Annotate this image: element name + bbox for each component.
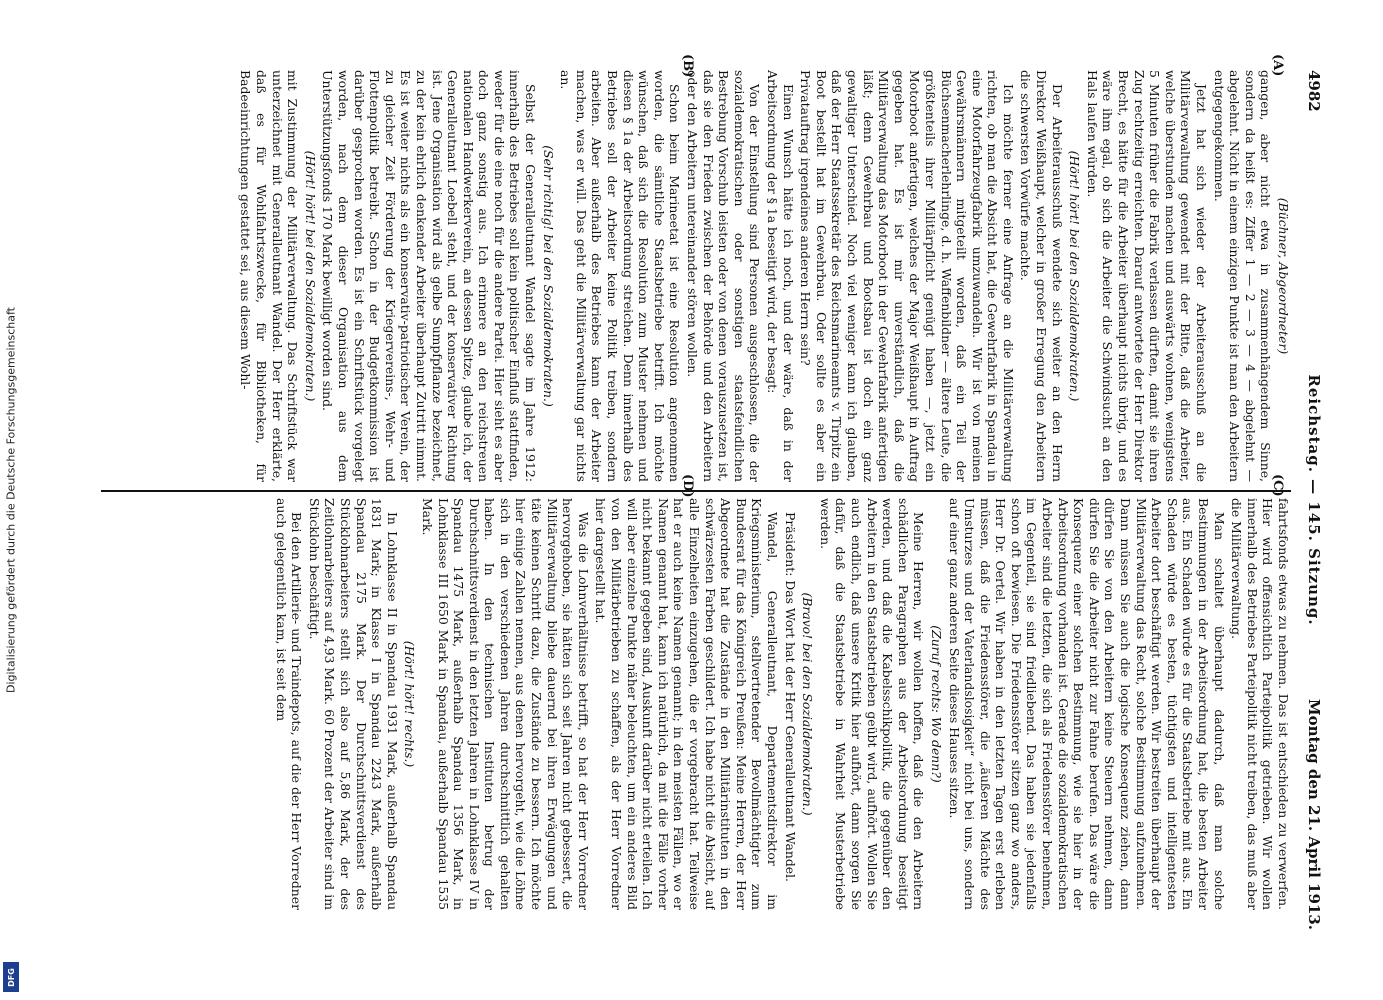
marker-a: (A) (1270, 54, 1285, 77)
paragraph: Der Arbeiterausschuß wendete sich weiter an den Herrn Direktor Weißhaupt, welcher in großer Erregung den Arbeitern die schwersten Vorwürfe machte. (1018, 70, 1065, 482)
marker-d: (D) (680, 474, 695, 498)
interjection: (Hört! hört! bei den Sozialdemokraten.) (302, 150, 318, 402)
paragraph: gangen, aber nicht etwa in zusammenhängendem Sinne, sondern da heißt es: Ziffer 1 — 2 — 3 — 4 — abgelehnt — abgelehnt. Nicht in einem einzigen Punkte ist man den Arbeitern entgegengekommen. (1211, 70, 1274, 482)
paragraph: Schon beim Marineetat ist eine Resolution angenommen worden, die sämtliche Staatsbetriebe betrifft. Ich möchte wünschen, daß sich die Resolution zum Muster nehmen und diesen § 1a der Arbeitsordnung streichen. Denn innerhalb des Betriebes soll der Arbeiter keine Politik treiben, sondern arbeiten. Aber außerhalb des Betriebes kann der Arbeiter machen, was er will. Das geht die Militärverwaltung gar nichts an. (558, 70, 683, 482)
column-divider (101, 490, 1291, 492)
paragraph: Ich möchte ferner eine Anfrage an die Militärverwaltung richten, ob man die Absicht hat, die Gewehrfabrik in Spandau in eine Motorfahrzeugfabrik umzuwandeln. Wir ist von meinen Gewährsmännern mitgeteilt worden, daß ein Teil der Büchsenmacherlehrlinge, d. h. Waffenbildner — ältere Leute, die größtenteils ihrer Militärpflicht genügt haben —, jetzt ein Motorboot anfertigen, welches der Major Weißhaupt in Auftrag gegeben hat. Es ist mir unverständlich, daß die Militärverwaltung das Motorboot in der Gewehrfabrik anfertigen läßt; denn Gewehrbau und Bootsbau ist doch ein ganz gewaltiger Unterschied. Noch viel weniger kann ich glauben, daß der Herr Staatssekretär des Reichsmarineamts v. Tirpitz ein Boot bestellt hat im Gewehrbau. Oder sollte es aber ein Privatauftrag irgendeines anderen Herrn sein? (798, 70, 1016, 482)
margin-strip (0, 0, 22, 1000)
dfg-logo (3, 962, 19, 992)
interjection: (Büchner, Abgeordneter) (1276, 197, 1291, 355)
paragraph: Jetzt hat sich wieder der Arbeiterausschuß an die Militärverwaltung gewendet mit der Bitte, daß die Arbeiter, welche überstunden machen und auswärts wohnen, wenigstens 5 Minuten früher die Fabrik verlassen dürften, damit sie ihren Zug rechtzeitig erreichten. Darauf antwortete der Herr Direktor Brecht, es hätte für die Arbeiter überhaupt nichts übrig, und es wäre ihm egal, ob sich die Arbeiter die Schwindsucht an den Hals laufen würden. (1084, 70, 1210, 482)
page-header (1297, 70, 1327, 930)
interjection: (Hört! hört! rechts.) (402, 640, 418, 768)
page-title: Reichstag. — 145. Sitzung. (1305, 374, 1323, 626)
interjection: (Zuruf rechts: Wo denn?) (928, 625, 944, 783)
paragraph: Bei den Artillerie- und Traindepots, auf die der Herr Vorredner auch gelegentlich kam, ist seit dem (273, 498, 305, 910)
page-number: 4982 (1305, 70, 1323, 112)
paragraph: fahrtsfonds etwas zu nehmen. Das ist entschieden zu verwerfen. Hier wird offensichtlich Parteipolitik getrieben. Wir wollen innerhalb des Betriebes Parteipolitik nicht treiben, das muß aber die Militärverwaltung. (1229, 498, 1291, 910)
paragraph: Wandel, Generalleutnant, Departementsdirektor im Kriegsministerium, stellvertretender Bevollmächtigter zum Bundesrat für das Königreich Preußen: Meine Herren, der Herr Abgeordnete hat die Zustände in den Militärinstituten in den schwärzesten Farben geschildert. Ich habe nicht die Absicht, auf alle Einzelheiten einzugehen, die er vorgebracht hat. Teilweise hat er auch keine Namen genannt; in den meisten Fällen, wo er Namen genannt hat, kann ich natürlich, da mit die Fälle vorher nicht bekannt gegeben sind, Auskunft darüber nicht erteilen. Ich will aber einzelne Punkte näher beleuchten, um ein anderes Bild von den Militärbetrieben zu schaffen, als der Herr Vorredner hier dargestellt hat. (593, 498, 780, 910)
dfg-logo-text: DFG (6, 967, 16, 987)
left-column (101, 70, 1291, 482)
paragraph: Einen Wunsch hätte ich noch, und der wäre, daß in der Arbeitsordnung der § 1a beseitigt wird, der besagt: (765, 70, 796, 482)
paragraph: Was die Lohnverhältnisse betrifft, so hat der Herr Vorredner hervorgehoben, sie hätten sich seit Jahren nicht gebessert, die Militärverwaltung bliebe dauernd bei ihren Erwägungen und täte keinen Schritt dazu, die Zustände zu bessern. Ich möchte hier einige Zahlen nennen, aus denen hervorgeht, wie die Löhne sich in den verschiedenen Jahren durchschnittlich gehalten haben. In den technischen Instituten betrug der Durchschnittsverdienst in den letzten Jahren in Lohnklasse IV in Spandau 1475 Mark, außerhalb Spandau 1356 Mark, in Lohnklasse III 1650 Mark in Spandau, außerhalb Spandau 1535 Mark. (419, 498, 591, 910)
paragraph: Meine Herren, wir wollen hoffen, daß die den Arbeitern schädlichen Paragraphen aus der Arbeitsordnung beseitigt werden, und daß die Kabelsschikpolitik, die gegenüber den Arbeitern in den Staatsbetrieben geübt wird, aufhört. Wollen Sie auch endlich, daß unsere Kritik hier aufhört, dann sorgen Sie dafür, daß die Staatsbetriebe in Wahrheit Musterbetriebe werden. (817, 498, 927, 910)
paragraph: In Lohnklasse II in Spandau 1931 Mark, außerhalb Spandau 1831 Mark; in Klasse I in Spandau 2243 Mark, außerhalb Spandau 2175 Mark. Der Durchschnittsverdienst des Stücklohnarbeiters stellt sich also auf 5,86 Mark, der des Zeitlohnarbeiters auf 4,93 Mark. 60 Prozent der Arbeiter sind im Stücklohn beschäftigt. (306, 498, 400, 910)
right-column (101, 498, 1291, 910)
paragraph: Präsident: Das Wort hat der Herr Generalleutnant Wandel. (782, 512, 798, 882)
interjection: (Sehr richtig! bei den Sozialdemokraten.) (540, 145, 556, 407)
digitization-credit: Digitalisierung gefördert durch die Deutsche Forschungsgemeinschaft (4, 307, 18, 693)
marker-b: (B) (680, 54, 695, 78)
rotated-page (85, 54, 1335, 940)
paragraph: Von der Einstellung sind Personen ausgeschlossen, die der sozialdemokratischen oder sonstigen staatsfeindlichen Bestrebung Vorschub leisten oder von denen vorauszusetzen ist, daß sie den Frieden zwischen der Behörde und den Arbeitern oder den Arbeitern untereinander stören wollen. (685, 70, 763, 482)
paragraph: Selbst der Generalleutnant Wandel sagte im Jahre 1912: innerhalb des Betriebes soll kein politischer Einfluß stattfinden, weder für die eine noch für die andere Partei. Hier sieht es aber doch ganz sonstig aus. Ich erinnere an den reichstreuen nationalen Handwerkerverein, an dessen Spitze, glaube ich, der Generalleutnant Loebell steht, und der konservativer Richtung ist. Jene Organisation wird als gelbe Sumpfpflanze bezeichnet, zu der kein ehrlich denkender Arbeiter überhaupt Zutritt nimmt. Es ist weiter nichts als ein konservativ-patriotischer Verein, der zu gleicher Zeit Förderung der Kriegervereins-, Wehr- und Flottenpolitik betreibt. Schon in der Budgetkommission ist darüber gesprochen worden. Es ist ein Schriftstück vorgelegt worden, nach dem dieser Organisation aus dem Unterstützungsfonds 170 Mark bewilligt worden sind. (320, 70, 539, 482)
marker-c: (C) (1270, 474, 1285, 497)
interjection: (Hört! hört! bei den Sozialdemokraten.) (1067, 150, 1083, 402)
paragraph: mit Zustimmung der Militärverwaltung. Das Schriftstück war unterzeichnet mit Generalleutnant Wandel. Der Herr erklärte, daß es für Wohlfahrtszwecke, für Bibliotheken, für Badeeinrichtungen gestattet sei, aus diesem Wohl- (238, 70, 301, 482)
paragraph: Man schaltet überhaupt dadurch, daß man solche Bestimmungen in der Arbeitsordnung hat, die besten Arbeiter aus. Ein Schaden würde es für die Staatsbetriebe mit aus. Ein Schaden würde es besten, tüchtigsten und intelligentesten Arbeiter dort beschäftigt werden. Wir bestreiten überhaupt der Militärverwaltung das Recht, solche Bestimmung aufzunehmen. Dann müssen Sie auch die logische Konsequenz ziehen, dann dürfen Sie von den Arbeitern keine Steuern nehmen, dann dürfen Sie die Arbeiter nicht zur Fahne berufen. Das wäre die Konsequenz einer solchen Bestimmung, wie sie hier in der Arbeitsordnung vorhanden ist. Gerade die sozialdemokratischen Arbeiter sind die letzten, die sich als Friedensstörer benehmen, im Gegenteil, sie sind friedliebend. Das haben sie jedenfalls schon oft bewiesen. Die Friedensstörer sitzen ganz wo anders, Herr Dr. Oertel. Wir haben in den letzten Tagen erst erleben müssen, daß die Friedensstörer, die „äußeren Mächte des Umsturzes und der Vaterlandslosigkeit“ nicht bei uns, sondern auf einer ganz anderen Seite dieses Hauses sitzen. (946, 498, 1227, 910)
session-date: Montag den 21. April 1913. (1305, 699, 1323, 930)
interjection: (Bravo! bei den Sozialdemokraten.) (800, 592, 816, 816)
